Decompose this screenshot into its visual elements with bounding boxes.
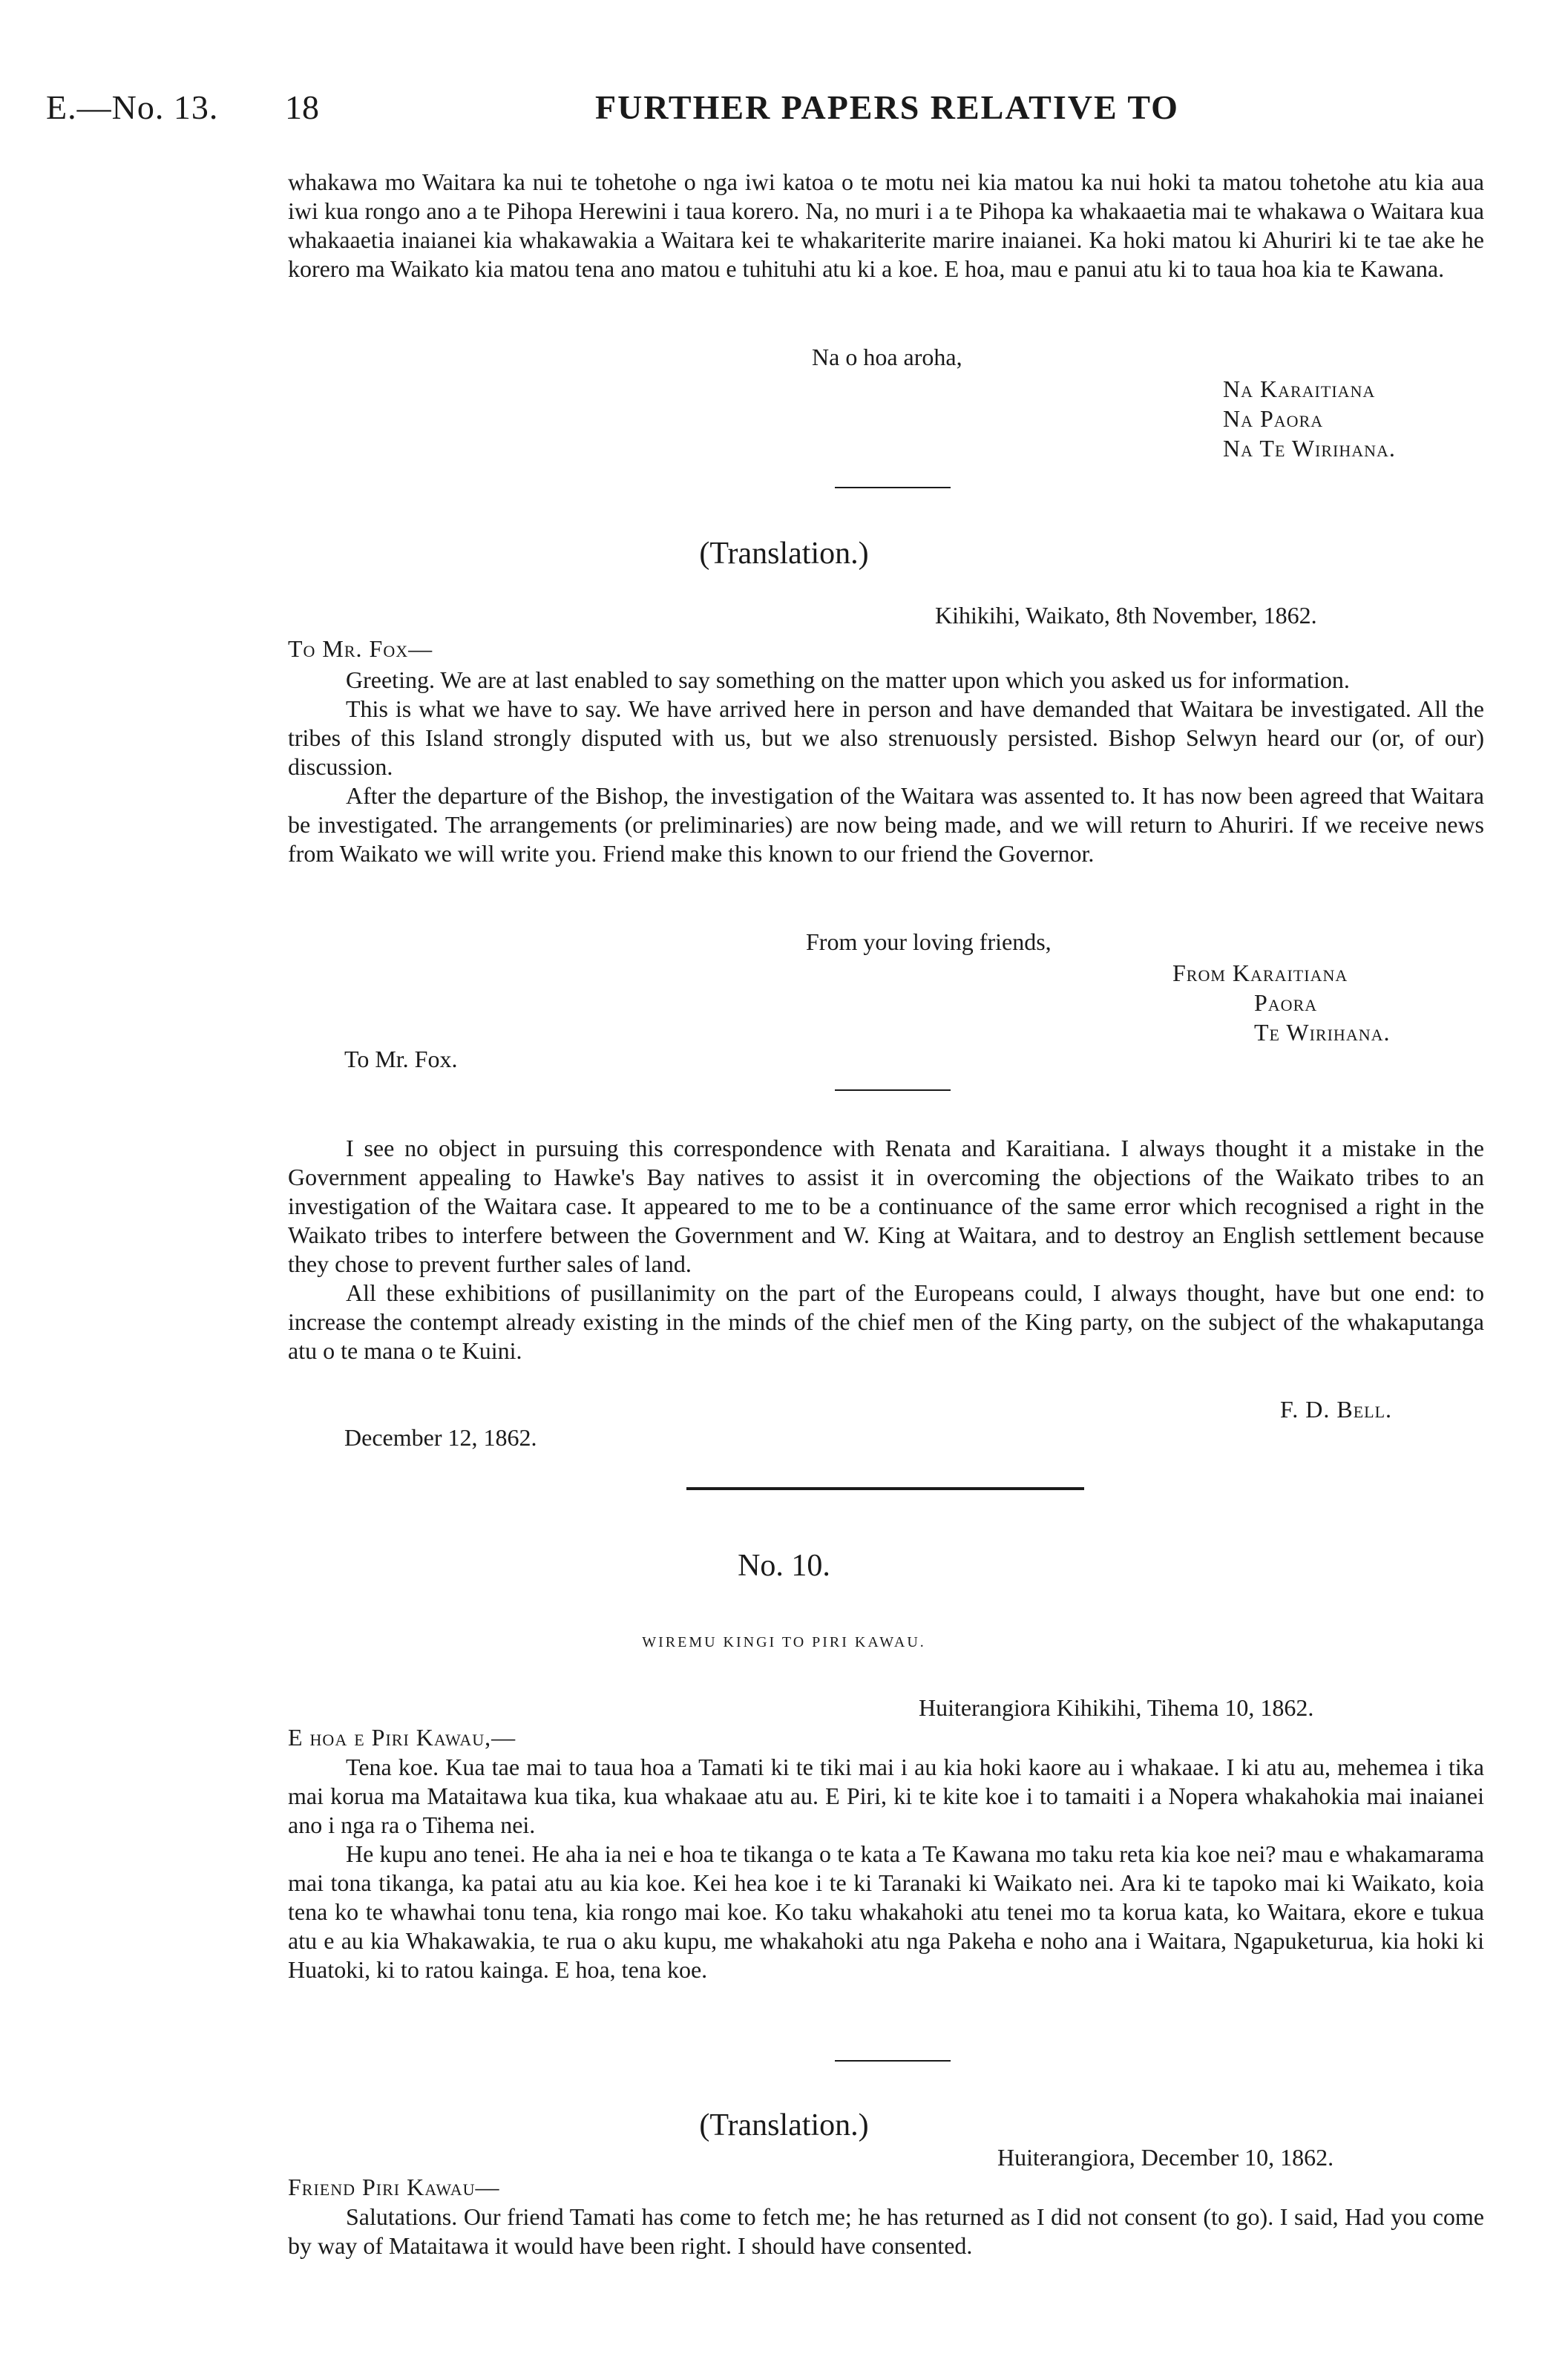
document-caption: WIREMU KINGI TO PIRI KAWAU. [642,1634,926,1650]
translation-heading-1: (Translation.) [699,537,869,571]
translation-1-signature-1: From Karaitiana [1172,960,1348,986]
minute-paragraph: I see no object in pursuing this correspondence with Renata and Karaitiana. I always thought it a mistake in the Government appealing to Hawke's Bay natives to assist it in overcoming the objections of the Waikato tribes to an investigation of the Waitara case. It appeared to me to be a continuance of the same error which recognised a right in the Waikato tribes to interfere between the Government and W. King at Waitara, and to destroy an English settlement because they chose to prevent further sales of land. [288,1135,1484,1277]
no10-paragraph: He kupu ano tenei. He aha ia nei e hoa te tikanga o te kata a Te Kawana mo taku reta kia koe nei? mau e whakamarama mai tona tikanga, ka patai atu au kia koe. Kei hea koe i te ki Taranaki ki Waikato nei. Ara ki te tapoko mai ki Waikato, koia tena ko te whawhai tonu tena, kia rongo mai koe. Ko taku whakahoki atu tenei mo ta korua kata, ko Waitara, ekore e tukua atu e au kia Whakawakia, te rua o aku kupu, me whakahoki atu nga Pakeha e noho ana i Waitara, Ngapuketurua, kia hoki ki Huatoki, ki to ratou kainga. E hoa, tena koe. [288,1840,1484,1983]
document-number-heading: No. 10. [738,1549,830,1583]
document-separator [686,1487,1084,1490]
translation-1-place-date: Kihikihi, Waikato, 8th November, 1862. [935,602,1317,629]
section-divider [835,1089,951,1091]
minute-signature: F. D. Bell. [1280,1396,1393,1423]
translation-2-place-date: Huiterangiora, December 10, 1862. [997,2144,1334,2171]
minute-paragraph: All these exhibitions of pusillanimity on the part of the Europeans could, I always thought, have but one end: to increase the contempt already existing in the minds of the chief men of the King party, on the subject of the whakaputanga atu o te mana o te Kuini. [288,1279,1484,1364]
page-number: 18 [285,88,319,126]
minute-body [288,1134,1484,1365]
minute-date: December 12, 1862. [344,1424,537,1451]
translation-1-closing: From your loving friends, [806,928,1052,955]
maori-signature-3: Na Te Wirihana. [1223,435,1396,462]
translation-1-paragraph: Greeting. We are at last enabled to say something on the matter upon which you asked us for information. [346,666,1350,693]
running-title: FURTHER PAPERS RELATIVE TO [595,88,1179,126]
translation-1-signature-3: Te Wirihana. [1254,1019,1391,1046]
maori-letter-body [288,168,1484,283]
translation-1-address: To Mr. Fox. [344,1046,458,1072]
maori-letter-text: whakawa mo Waitara ka nui te tohetohe o nga iwi katoa o te motu nei kia matou ka nui hoki ta matou tohetohe atu kia aua iwi kua rongo ano a te Pihopa Herewini i taua korero. Na, no muri i a te Pihopa ka whakaaetia mai te whakawa o Waitara kua whakaaetia inaianei kia whakawakia a Waitara kei te whakariterite marire inaianei. Ka hoki matou ki Ahuriri ki te tae ake he korero ma Waikato kia matou tena ano matou e tuhituhi atu ki a koe. E hoa, mau e panui atu ki to taua hoa kia te Kawana. [288,168,1484,282]
section-divider [835,487,951,488]
maori-signature-1: Na Karaitiana [1223,376,1376,402]
translation-1-body [288,666,1484,868]
translation-1-salutation: To Mr. Fox— [288,635,433,662]
document-reference: E.—No. 13. [46,88,219,126]
maori-letter-closing: Na o hoa aroha, [812,344,962,370]
no10-body [288,1753,1484,1984]
no10-place-date: Huiterangiora Kihikihi, Tihema 10, 1862. [919,1694,1314,1721]
translation-1-paragraph: After the departure of the Bishop, the investigation of the Waitara was assented to. It has now been agreed that Waitara be investigated. The arrangements (or preliminaries) are now being made, and we will return to Ahuriri. If we receive news from Waikato we will write you. Friend make this known to our friend the Governor. [288,782,1484,867]
translation-2-body [288,2203,1484,2260]
page-header [46,88,1500,140]
maori-signature-2: Na Paora [1223,405,1324,432]
translation-2-paragraph: Salutations. Our friend Tamati has come to fetch me; he has returned as I did not consent (to go). I said, Had you come by way of Mataitawa it would have been right. I should have consented. [288,2203,1484,2259]
no10-salutation: E hoa e Piri Kawau,— [288,1724,516,1751]
section-divider [835,2060,951,2062]
translation-heading-2: (Translation.) [699,2108,869,2142]
translation-1-paragraph: This is what we have to say. We have arrived here in person and have demanded that Waitara be investigated. All the tribes of this Island strongly disputed with us, but we also strenuously persisted. Bishop Selwyn heard our (or, of our) discussion. [288,695,1484,780]
translation-2-salutation: Friend Piri Kawau— [288,2174,500,2200]
translation-1-signature-2: Paora [1254,989,1318,1016]
no10-paragraph: Tena koe. Kua tae mai to taua hoa a Tamati ki te tiki mai i au kia hoki kaore au i whakaae. I ki atu au, mehemea i tika mai korua ma Mataitawa kua tika, kua whakaae atu au. E Piri, ki te kite koe i to tamaiti i a Nopera whakahokia mai inaianei ano i nga ra o Tihema nei. [288,1754,1484,1838]
